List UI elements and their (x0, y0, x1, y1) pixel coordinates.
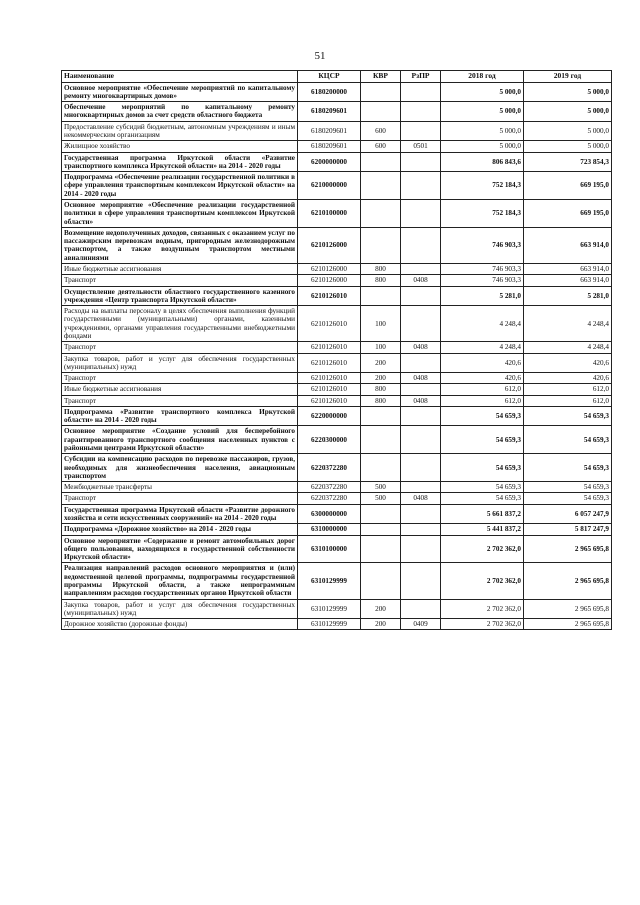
row-2018: 4 248,4 (441, 342, 524, 353)
table-row (62, 599, 612, 619)
row-name: Межбюджетные трансферты (62, 482, 298, 493)
row-kcsr: 6210126010 (298, 286, 361, 306)
row-kvr (361, 406, 401, 426)
row-name: Подпрограмма «Обеспечение реализации государственной политики в сфере управления транспортным комплексом Иркутской области» на 2014 - 2020 годы (62, 172, 298, 200)
row-kcsr: 6210126000 (298, 275, 361, 286)
row-2019: 54 659,3 (524, 493, 612, 504)
table-row (62, 406, 612, 426)
table-row (62, 454, 612, 482)
row-kvr (361, 524, 401, 535)
table-row (62, 172, 612, 200)
row-2019: 2 965 695,8 (524, 563, 612, 599)
row-2018: 612,0 (441, 395, 524, 406)
row-2018: 746 903,3 (441, 275, 524, 286)
row-rzpr (401, 482, 441, 493)
row-kvr (361, 563, 401, 599)
row-kvr: 200 (361, 373, 401, 384)
row-2018: 5 281,0 (441, 286, 524, 306)
row-2018: 5 441 837,2 (441, 524, 524, 535)
row-2018: 746 903,3 (441, 227, 524, 263)
row-2019: 6 057 247,9 (524, 504, 612, 524)
table-row (62, 286, 612, 306)
row-2018: 2 702 362,0 (441, 563, 524, 599)
table-row (62, 102, 612, 122)
row-2019: 2 965 695,8 (524, 599, 612, 619)
row-kcsr: 6310000000 (298, 524, 361, 535)
row-kvr: 100 (361, 342, 401, 353)
row-kcsr: 6310129999 (298, 563, 361, 599)
header-kcsr: КЦСР (298, 71, 361, 83)
row-2019: 669 195,0 (524, 172, 612, 200)
row-2018: 5 000,0 (441, 121, 524, 141)
row-name: Подпрограмма «Дорожное хозяйство» на 2014 - 2020 годы (62, 524, 298, 535)
row-kcsr: 6210000000 (298, 172, 361, 200)
row-2018: 420,6 (441, 373, 524, 384)
row-name: Иные бюджетные ассигнования (62, 384, 298, 395)
row-kcsr: 6210126010 (298, 342, 361, 353)
row-2019: 5 000,0 (524, 121, 612, 141)
row-2018: 54 659,3 (441, 493, 524, 504)
row-rzpr (401, 152, 441, 172)
table-row (62, 141, 612, 152)
row-kvr: 800 (361, 263, 401, 274)
row-kcsr: 6180200000 (298, 82, 361, 102)
table-row (62, 426, 612, 454)
row-2018: 806 843,6 (441, 152, 524, 172)
row-kcsr: 6310129999 (298, 599, 361, 619)
table-row (62, 524, 612, 535)
row-2018: 746 903,3 (441, 263, 524, 274)
row-rzpr (401, 102, 441, 122)
row-kvr (361, 227, 401, 263)
table-row (62, 535, 612, 563)
row-rzpr (401, 306, 441, 342)
row-kcsr: 6220000000 (298, 406, 361, 426)
row-2018: 2 702 362,0 (441, 535, 524, 563)
row-name: Обеспечение мероприятий по капитальному ремонту многоквартирных домов за счет средств областного бюджета (62, 102, 298, 122)
row-rzpr (401, 524, 441, 535)
table-row (62, 482, 612, 493)
row-kvr: 600 (361, 141, 401, 152)
row-rzpr (401, 172, 441, 200)
table-row (62, 200, 612, 228)
row-kcsr: 6180209601 (298, 141, 361, 152)
row-rzpr (401, 200, 441, 228)
row-2018: 5 661 837,2 (441, 504, 524, 524)
table-row (62, 227, 612, 263)
header-name: Наименование (62, 71, 298, 83)
table-row (62, 493, 612, 504)
row-name: Транспорт (62, 493, 298, 504)
row-name: Закупка товаров, работ и услуг для обеспечения государственных (муниципальных) нужд (62, 353, 298, 373)
table-row (62, 373, 612, 384)
row-name: Транспорт (62, 342, 298, 353)
row-2019: 612,0 (524, 395, 612, 406)
table-row (62, 504, 612, 524)
row-name: Государственная программа Иркутской области «Развитие дорожного хозяйства и сети искусственных сооружений» на 2014 - 2020 годы (62, 504, 298, 524)
row-rzpr: 0408 (401, 395, 441, 406)
row-2018: 5 000,0 (441, 102, 524, 122)
table-row (62, 342, 612, 353)
row-2018: 4 248,4 (441, 306, 524, 342)
row-kvr (361, 102, 401, 122)
row-2019: 723 854,3 (524, 152, 612, 172)
row-2018: 752 184,3 (441, 172, 524, 200)
row-rzpr (401, 563, 441, 599)
row-2018: 752 184,3 (441, 200, 524, 228)
page-number: 51 (314, 50, 326, 62)
row-name: Основное мероприятие «Создание условий для бесперебойного гарантированного транспортного сообщения населенных пунктов с районными центрами Иркутской области» (62, 426, 298, 454)
row-2019: 669 195,0 (524, 200, 612, 228)
row-rzpr: 0409 (401, 619, 441, 630)
row-rzpr (401, 353, 441, 373)
row-name: Возмещение недополученных доходов, связанных с оказанием услуг по пассажирским перевозкам водным, пригородным железнодорожным транспортом, а также воздушным транспортом местными авиалиниями (62, 227, 298, 263)
row-rzpr (401, 121, 441, 141)
row-rzpr (401, 406, 441, 426)
row-kcsr: 6310100000 (298, 535, 361, 563)
row-kcsr: 6220372280 (298, 454, 361, 482)
row-rzpr (401, 263, 441, 274)
table-row (62, 619, 612, 630)
row-2019: 5 000,0 (524, 141, 612, 152)
row-kvr: 200 (361, 599, 401, 619)
row-name: Осуществление деятельности областного государственного казенного учреждения «Центр транспорта Иркутской области» (62, 286, 298, 306)
row-rzpr: 0408 (401, 373, 441, 384)
table-row (62, 306, 612, 342)
row-rzpr (401, 504, 441, 524)
row-kcsr: 6220372280 (298, 482, 361, 493)
table-row (62, 384, 612, 395)
row-name: Закупка товаров, работ и услуг для обеспечения государственных (муниципальных) нужд (62, 599, 298, 619)
row-2019: 2 965 695,8 (524, 619, 612, 630)
table-row (62, 275, 612, 286)
row-2019: 5 000,0 (524, 82, 612, 102)
row-name: Основное мероприятие «Содержание и ремонт автомобильных дорог общего пользования, находящихся в государственной собственности Иркутской области» (62, 535, 298, 563)
row-kvr (361, 535, 401, 563)
row-kvr: 800 (361, 384, 401, 395)
row-kcsr: 6180209601 (298, 102, 361, 122)
row-name: Основное мероприятие «Обеспечение реализации государственной политики в сфере управления транспортным комплексом Иркутской области» (62, 200, 298, 228)
row-kvr: 500 (361, 482, 401, 493)
row-2019: 420,6 (524, 353, 612, 373)
table-header-row (62, 71, 612, 83)
row-kcsr: 6210126000 (298, 263, 361, 274)
row-name: Предоставление субсидий бюджетным, автономным учреждениям и иным некоммерческим организациям (62, 121, 298, 141)
row-kvr: 200 (361, 353, 401, 373)
row-kvr: 600 (361, 121, 401, 141)
table-row (62, 82, 612, 102)
row-kvr (361, 426, 401, 454)
table-row (62, 152, 612, 172)
row-rzpr (401, 286, 441, 306)
row-name: Дорожное хозяйство (дорожные фонды) (62, 619, 298, 630)
row-name: Реализация направлений расходов основного мероприятия и (или) ведомственной целевой программы, подпрограммы государственной программы Иркутской области, а также непрограммным направлениям расходов государственных органов Иркутской области (62, 563, 298, 599)
row-kvr (361, 200, 401, 228)
row-name: Транспорт (62, 275, 298, 286)
header-rzpr: РзПР (401, 71, 441, 83)
row-2019: 54 659,3 (524, 406, 612, 426)
row-2018: 420,6 (441, 353, 524, 373)
row-2018: 54 659,3 (441, 426, 524, 454)
row-2019: 420,6 (524, 373, 612, 384)
row-2018: 54 659,3 (441, 406, 524, 426)
row-kcsr: 6210126010 (298, 384, 361, 395)
row-2019: 54 659,3 (524, 426, 612, 454)
row-kvr: 800 (361, 275, 401, 286)
row-name: Иные бюджетные ассигнования (62, 263, 298, 274)
row-kcsr: 6210126010 (298, 395, 361, 406)
row-name: Жилищное хозяйство (62, 141, 298, 152)
row-kvr (361, 82, 401, 102)
row-2018: 2 702 362,0 (441, 599, 524, 619)
row-rzpr (401, 384, 441, 395)
row-name: Субсидии на компенсацию расходов по перевозке пассажиров, грузов, необходимых для жизнеобеспечения населения, авиационным транспортом (62, 454, 298, 482)
row-2019: 5 000,0 (524, 102, 612, 122)
row-2019: 663 914,0 (524, 227, 612, 263)
row-rzpr (401, 535, 441, 563)
row-rzpr (401, 227, 441, 263)
row-kvr: 500 (361, 493, 401, 504)
table-row (62, 395, 612, 406)
row-rzpr: 0408 (401, 493, 441, 504)
row-kcsr: 6220372280 (298, 493, 361, 504)
row-2018: 54 659,3 (441, 454, 524, 482)
row-rzpr (401, 599, 441, 619)
row-name: Государственная программа Иркутской области «Развитие транспортного комплекса Иркутской области» на 2014 - 2020 годы (62, 152, 298, 172)
row-2019: 663 914,0 (524, 263, 612, 274)
row-2019: 54 659,3 (524, 482, 612, 493)
row-name: Расходы на выплаты персоналу в целях обеспечения выполнения функций государственными (муниципальными) органами, казенными учреждениями, органами управления государственными внебюджетными фондами (62, 306, 298, 342)
row-2018: 612,0 (441, 384, 524, 395)
row-2019: 5 817 247,9 (524, 524, 612, 535)
row-kcsr: 6210126010 (298, 353, 361, 373)
row-name: Подпрограмма «Развитие транспортного комплекса Иркутской области» на 2014 - 2020 годы (62, 406, 298, 426)
row-kvr: 800 (361, 395, 401, 406)
budget-table (61, 70, 612, 630)
row-2019: 4 248,4 (524, 306, 612, 342)
row-2018: 5 000,0 (441, 141, 524, 152)
row-kcsr: 6200000000 (298, 152, 361, 172)
row-kvr (361, 152, 401, 172)
header-2018: 2018 год (441, 71, 524, 83)
row-rzpr (401, 454, 441, 482)
table-row (62, 353, 612, 373)
row-kcsr: 6220300000 (298, 426, 361, 454)
table-row (62, 263, 612, 274)
table-row (62, 563, 612, 599)
header-kvr: КВР (361, 71, 401, 83)
row-rzpr (401, 426, 441, 454)
row-kvr: 200 (361, 619, 401, 630)
table-row (62, 121, 612, 141)
row-2018: 2 702 362,0 (441, 619, 524, 630)
row-kvr (361, 172, 401, 200)
row-kcsr: 6300000000 (298, 504, 361, 524)
row-kcsr: 6210126000 (298, 227, 361, 263)
row-name: Основное мероприятие «Обеспечение мероприятий по капитальному ремонту многоквартирных домов» (62, 82, 298, 102)
row-kcsr: 6210100000 (298, 200, 361, 228)
row-rzpr: 0408 (401, 275, 441, 286)
row-2019: 5 281,0 (524, 286, 612, 306)
row-kvr (361, 504, 401, 524)
header-2019: 2019 год (524, 71, 612, 83)
row-2019: 612,0 (524, 384, 612, 395)
row-2019: 663 914,0 (524, 275, 612, 286)
row-2019: 4 248,4 (524, 342, 612, 353)
row-2019: 54 659,3 (524, 454, 612, 482)
row-kcsr: 6210126010 (298, 373, 361, 384)
row-kcsr: 6310129999 (298, 619, 361, 630)
row-2018: 5 000,0 (441, 82, 524, 102)
row-kvr: 100 (361, 306, 401, 342)
row-kcsr: 6210126010 (298, 306, 361, 342)
row-2018: 54 659,3 (441, 482, 524, 493)
row-kcsr: 6180209601 (298, 121, 361, 141)
row-rzpr (401, 82, 441, 102)
row-rzpr: 0501 (401, 141, 441, 152)
row-2019: 2 965 695,8 (524, 535, 612, 563)
row-kvr (361, 454, 401, 482)
row-rzpr: 0408 (401, 342, 441, 353)
row-kvr (361, 286, 401, 306)
row-name: Транспорт (62, 395, 298, 406)
row-name: Транспорт (62, 373, 298, 384)
